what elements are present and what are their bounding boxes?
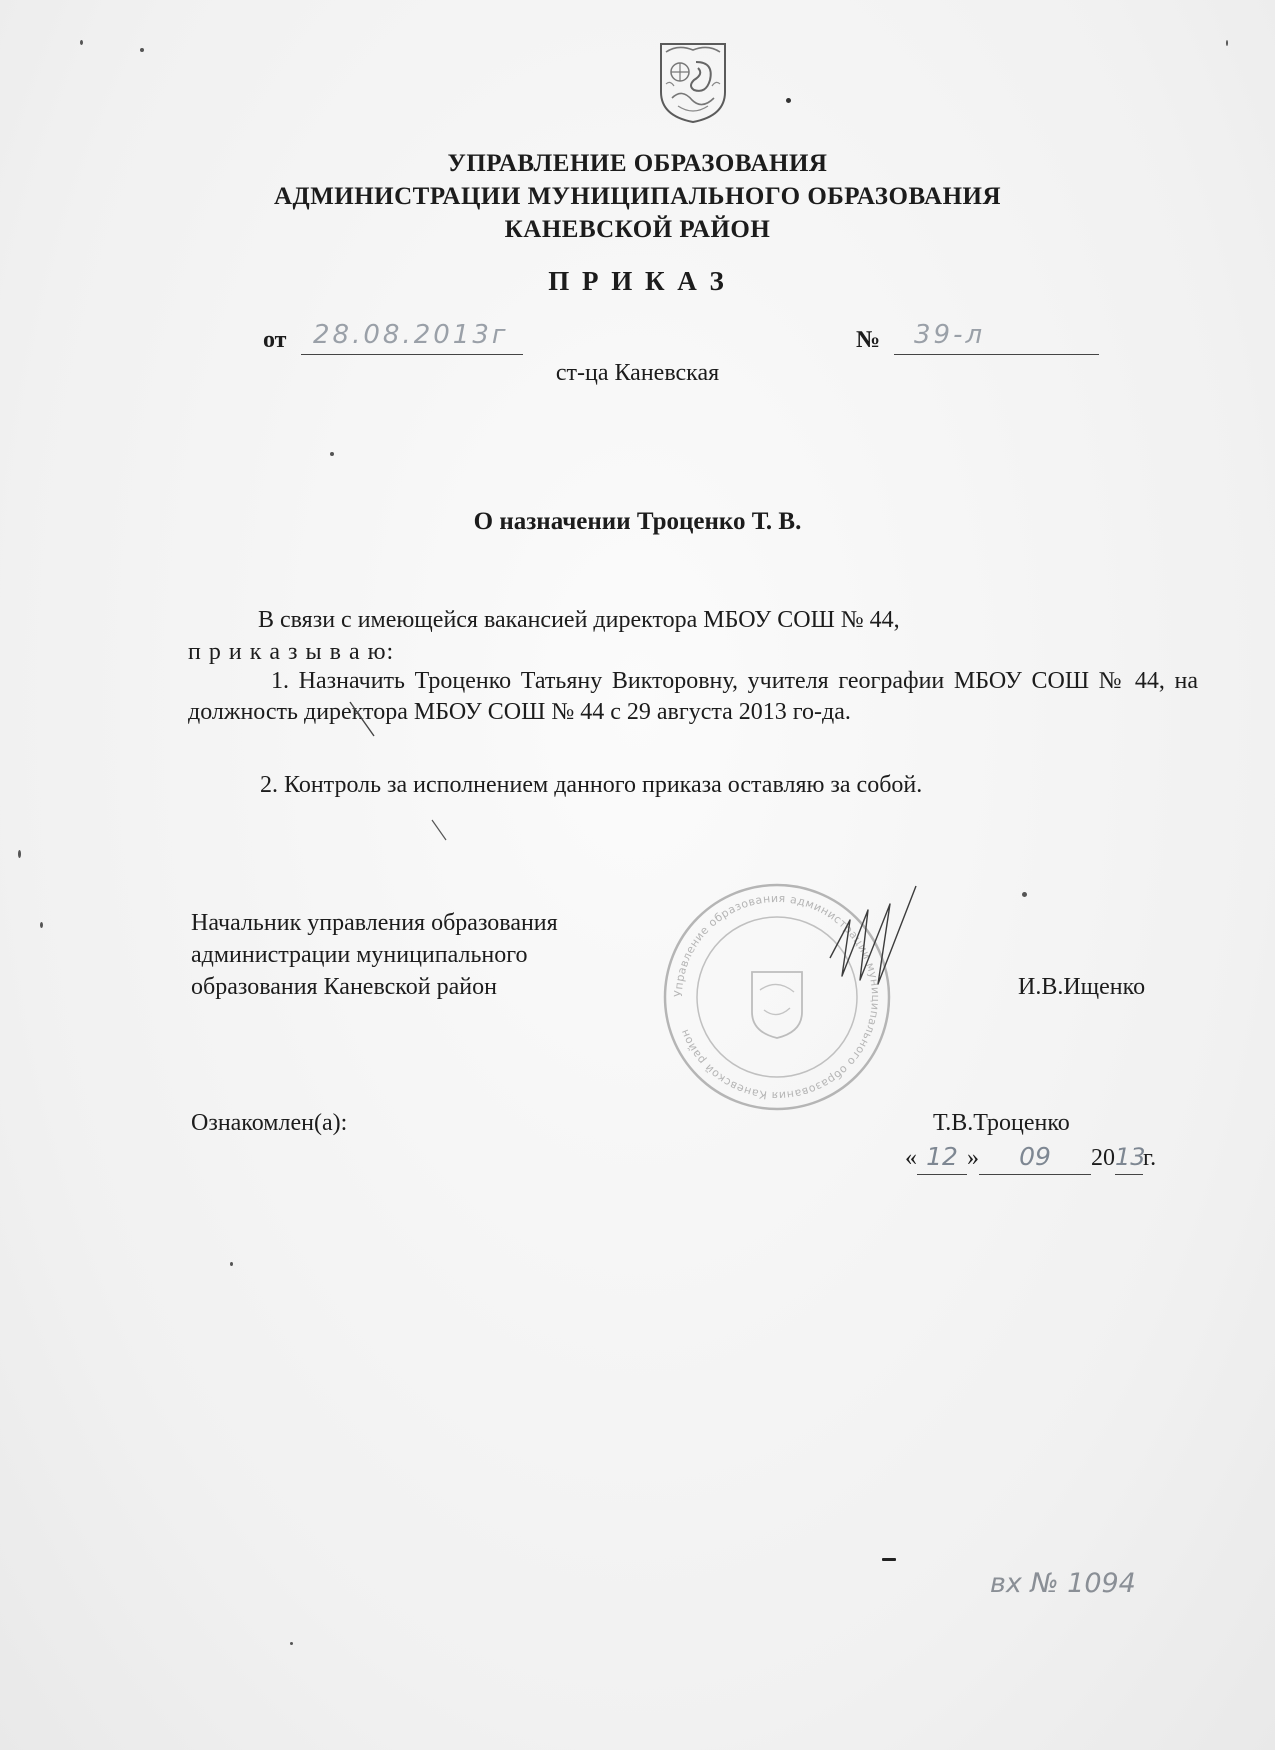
ack-year-suffix: 13 — [1115, 1143, 1146, 1171]
signatory-name: И.В.Ищенко — [1018, 974, 1146, 1000]
date-prefix: от — [263, 327, 287, 353]
intro-paragraph: В связи с имеющейся вакансией директора МБОУ СОШ № 44, — [258, 607, 900, 633]
signatory-position-line-2: администрации муниципального — [191, 942, 528, 968]
order-subject: О назначении Троценко Т. В. — [473, 508, 802, 535]
document-type: П Р И К А З — [548, 266, 727, 296]
ack-day: 12 — [926, 1142, 958, 1171]
number-value: 39-л — [914, 320, 986, 350]
order-item-1: 1. Назначить Троценко Татьяну Викторовну, учителя географии МБОУ СОШ № 44, на должность директора МБОУ СОШ № 44 с 29 августа 2013 го-да. — [188, 668, 1198, 725]
pen-mark — [430, 818, 450, 844]
scan-speck — [18, 850, 21, 858]
incoming-registration-note: вх № 1094 — [990, 1568, 1136, 1599]
scan-speck — [230, 1262, 233, 1266]
order-item-2: 2. Контроль за исполнением данного приказа оставляю за собой. — [260, 772, 923, 798]
header-line-3: КАНЕВСКОЙ РАЙОН — [504, 216, 771, 243]
scan-speck — [290, 1642, 293, 1645]
date-close-quote: » — [967, 1145, 979, 1171]
pen-mark — [348, 700, 378, 740]
ack-month: 09 — [1019, 1142, 1051, 1171]
scan-speck — [40, 922, 43, 928]
scan-speck — [330, 452, 334, 456]
header-line-1: УПРАВЛЕНИЕ ОБРАЗОВАНИЯ — [447, 150, 828, 177]
date-value: 28.08.2013г — [313, 320, 509, 350]
handwritten-signature — [820, 880, 940, 1000]
scan-speck — [882, 1558, 896, 1561]
coat-of-arms-icon — [658, 40, 728, 124]
acknowledgement-label: Ознакомлен(а): — [191, 1110, 348, 1136]
scan-speck — [1226, 40, 1228, 46]
signatory-position-line-1: Начальник управления образования — [191, 910, 558, 936]
signatory-position-line-3: образования Каневской район — [191, 974, 497, 1000]
order-word: п р и к а з ы в а ю: — [188, 639, 395, 665]
place-of-issue: ст-ца Каневская — [555, 360, 720, 386]
date-field — [301, 318, 523, 355]
number-prefix: № — [856, 327, 881, 353]
scan-speck — [80, 40, 83, 45]
scan-speck — [1022, 892, 1027, 897]
stamp-text: Управление образования администрации муниципального образования Каневской район — [671, 891, 883, 1103]
ack-year-end: г. — [1143, 1145, 1157, 1171]
acknowledged-person-name: Т.В.Троценко — [933, 1110, 1070, 1136]
acknowledgement-date — [905, 1141, 1156, 1175]
header-line-2: АДМИНИСТРАЦИИ МУНИЦИПАЛЬНОГО ОБРАЗОВАНИЯ — [273, 183, 1002, 210]
scan-speck — [786, 98, 791, 103]
ack-year-prefix: 20 — [1091, 1145, 1115, 1171]
date-open-quote: « — [905, 1145, 917, 1171]
scan-speck — [140, 48, 144, 52]
number-field — [894, 318, 1099, 355]
